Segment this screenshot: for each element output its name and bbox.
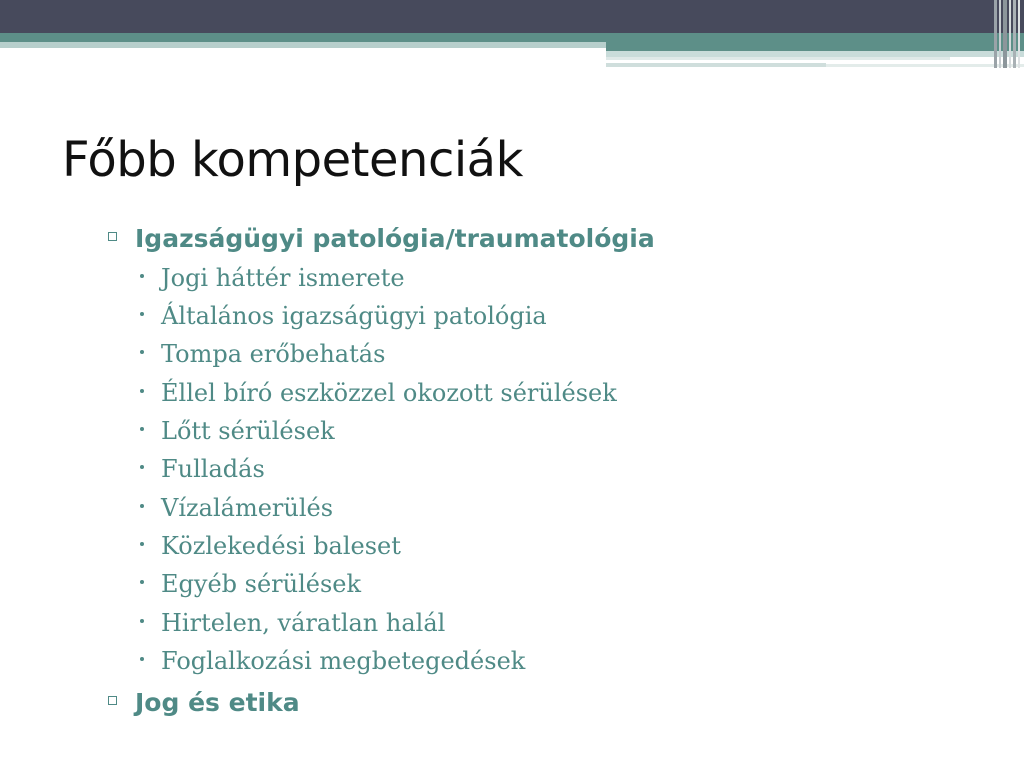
dot-bullet-icon <box>140 389 144 393</box>
dot-bullet-icon <box>140 427 144 431</box>
dot-bullet-icon <box>140 350 144 354</box>
header-line-2 <box>606 63 826 67</box>
list-item-label: Éllel bíró eszközzel okozott sérülések <box>161 379 617 407</box>
section-label: Jog és etika <box>135 688 300 717</box>
header-line-1 <box>606 57 950 60</box>
list-item <box>140 379 617 407</box>
slide-title: Főbb kompetenciák <box>62 132 523 188</box>
section-label: Igazságügyi patológia/traumatológia <box>135 224 655 253</box>
list-item <box>140 302 547 330</box>
list-item-label: Tompa erőbehatás <box>161 340 386 368</box>
list-item <box>140 532 401 560</box>
dot-bullet-icon <box>140 542 144 546</box>
dot-bullet-icon <box>140 580 144 584</box>
square-bullet-icon <box>108 232 117 241</box>
square-bullet-icon <box>108 696 117 705</box>
dot-bullet-icon <box>140 657 144 661</box>
list-item <box>140 264 405 292</box>
list-item <box>140 570 361 598</box>
header-bar-light <box>0 42 606 48</box>
list-item <box>140 340 385 368</box>
list-item-label: Egyéb sérülések <box>161 570 362 598</box>
list-item <box>140 647 525 675</box>
header-bar-teal-right <box>606 42 1024 51</box>
section-heading <box>108 688 300 717</box>
list-item-label: Foglalkozási megbetegedések <box>161 647 526 675</box>
dot-bullet-icon <box>140 312 144 316</box>
list-item <box>140 609 445 637</box>
dot-bullet-icon <box>140 619 144 623</box>
list-item-label: Fulladás <box>161 455 265 483</box>
list-item <box>140 455 265 483</box>
header-bar-teal <box>0 33 1024 42</box>
list-item <box>140 417 335 445</box>
list-item-label: Jogi háttér ismerete <box>161 264 405 292</box>
dot-bullet-icon <box>140 274 144 278</box>
section-heading <box>108 224 655 253</box>
list-item-label: Közlekedési baleset <box>161 532 401 560</box>
list-item-label: Lőtt sérülések <box>161 417 335 445</box>
header-vertical-stripes <box>994 0 1024 68</box>
dot-bullet-icon <box>140 504 144 508</box>
list-item-label: Hirtelen, váratlan halál <box>161 609 446 637</box>
dot-bullet-icon <box>140 465 144 469</box>
list-item-label: Vízalámerülés <box>161 494 334 522</box>
list-item <box>140 494 333 522</box>
list-item-label: Általános igazságügyi patológia <box>161 302 547 330</box>
header-bar-dark <box>0 0 1024 33</box>
